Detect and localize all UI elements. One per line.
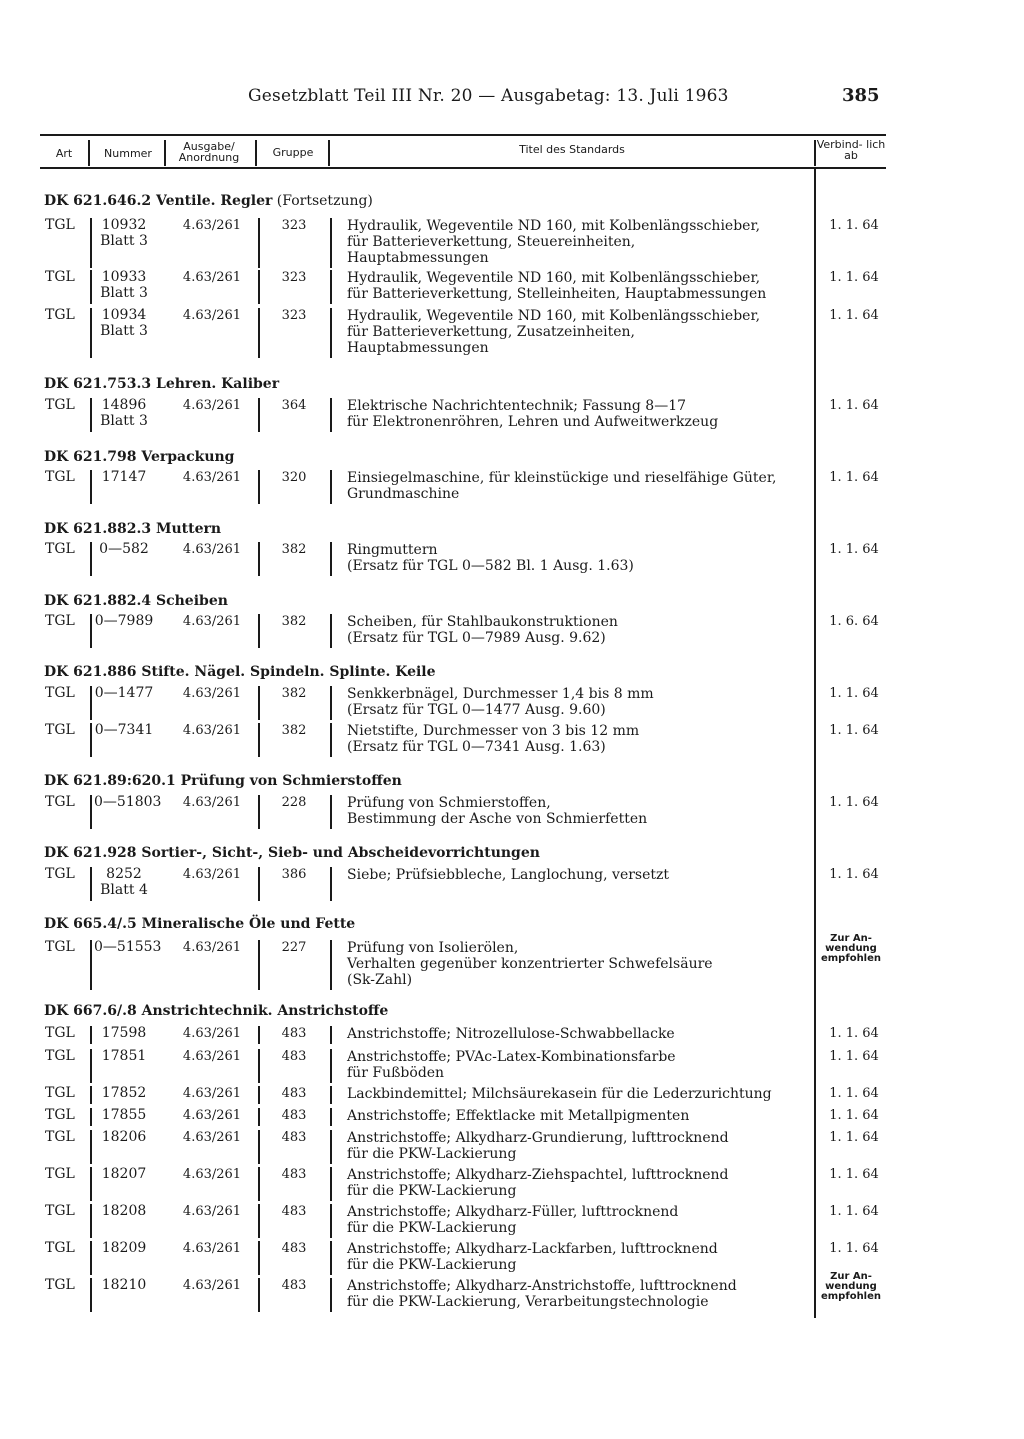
row-divider [90,270,92,304]
row-verbindlich: 1. 1. 64 [829,1241,879,1256]
table-top-rule [40,134,886,136]
row-nummer: 18210 [101,1277,147,1293]
row-divider [330,308,332,358]
row-titel [347,270,766,302]
row-titel-line: Hauptabmessungen [347,340,489,356]
row-art: TGL [45,1240,75,1256]
row-art: TGL [45,1085,75,1101]
row-nummer: 0—7341 [94,722,154,738]
row-divider [330,1278,332,1312]
row-verbindlich-note [816,1272,886,1302]
row-verbindlich-note-line: wendung [825,943,877,954]
row-ausgabe: 4.63/261 [182,1204,242,1219]
column-header-titel: Titel des Standards [519,143,625,156]
row-art: TGL [45,1203,75,1219]
row-divider [90,940,92,990]
row-nummer: 17852 [101,1085,147,1101]
row-titel-line: Prüfung von Schmierstoffen, [347,795,551,811]
row-divider [258,308,260,358]
row-gruppe: 320 [281,470,307,485]
row-art: TGL [45,1166,75,1182]
row-ausgabe: 4.63/261 [182,470,242,485]
row-gruppe: 483 [281,1086,307,1101]
row-verbindlich: 1. 1. 64 [829,723,879,738]
row-divider [90,542,92,576]
row-nummer: 17598 [101,1025,147,1041]
row-nummer: 17855 [101,1107,147,1123]
row-divider [330,940,332,990]
row-gruppe: 382 [281,686,307,701]
row-art: TGL [45,397,75,413]
row-titel-line: für Batterieverkettung, Stelleinheiten, Hauptabmessungen [347,286,767,302]
section-heading [44,773,402,789]
row-titel-line: Hydraulik, Wegeventile ND 160, mit Kolbenlängsschieber, [347,308,761,324]
column-header-gruppe: Gruppe [272,146,314,159]
row-divider [258,614,260,648]
section-heading [44,521,221,537]
row-gruppe: 483 [281,1167,307,1182]
row-gruppe: 228 [281,795,307,810]
column-header-art: Art [55,147,73,160]
row-divider [258,1204,260,1238]
section-heading [44,193,373,209]
row-divider [90,723,92,757]
section-heading-text: DK 621.753.3 Lehren. Kaliber [44,376,280,392]
row-titel-line: Nietstifte, Durchmesser von 3 bis 12 mm [347,723,640,739]
row-titel-line: Senkkerbnägel, Durchmesser 1,4 bis 8 mm [347,686,654,702]
row-titel [347,1241,718,1273]
right-column-rule [814,168,816,1318]
row-ausgabe: 4.63/261 [182,542,242,557]
row-gruppe: 483 [281,1108,307,1123]
row-verbindlich: 1. 1. 64 [829,1049,879,1064]
row-ausgabe: 4.63/261 [182,1026,242,1041]
section-heading-text: DK 621.882.3 Muttern [44,521,222,537]
row-art: TGL [45,1025,75,1041]
row-titel-line: für Batterieverkettung, Zusatzeinheiten, [347,324,635,340]
row-verbindlich: 1. 1. 64 [829,542,879,557]
column-header-verbindlich: Verbind- lich ab [816,138,886,162]
row-ausgabe: 4.63/261 [182,398,242,413]
row-titel-line: Grundmaschine [347,486,460,502]
section-heading [44,593,228,609]
section-heading [44,1003,388,1019]
row-divider [90,218,92,268]
row-gruppe: 382 [281,542,307,557]
row-titel-line: (Ersatz für TGL 0—1477 Ausg. 9.60) [347,702,606,718]
row-titel-line: Einsiegelmaschine, für kleinstückige und rieselfähige Güter, [347,470,777,486]
row-gruppe: 483 [281,1241,307,1256]
row-nummer: 10933 [101,269,147,285]
section-heading-text: DK 667.6/.8 Anstrichtechnik. Anstrichstoffe [44,1003,389,1019]
row-verbindlich: 1. 6. 64 [829,614,879,629]
column-header-ausgabe: Ausgabe/ Anordnung [178,140,240,164]
row-divider [330,795,332,829]
row-ausgabe: 4.63/261 [182,1278,242,1293]
row-divider [258,795,260,829]
row-titel [347,614,618,646]
row-blatt: Blatt 3 [100,233,148,249]
row-ausgabe: 4.63/261 [182,723,242,738]
row-nummer: 18208 [101,1203,147,1219]
row-divider [90,867,92,901]
row-verbindlich: 1. 1. 64 [829,1108,879,1123]
row-divider [258,1086,260,1104]
row-titel-line: Anstrichstoffe; Alkydharz-Anstrichstoffe, lufttrocknend [347,1278,737,1294]
row-divider [258,686,260,720]
row-ausgabe: 4.63/261 [182,940,242,955]
row-blatt: Blatt 3 [100,323,148,339]
row-verbindlich-note-line: empfohlen [820,1291,882,1302]
row-gruppe: 323 [281,218,307,233]
section-heading-text: DK 621.886 Stifte. Nägel. Spindeln. Splinte. Keile [44,664,436,680]
row-titel-line: Hauptabmessungen [347,250,489,266]
row-divider [90,1026,92,1044]
row-nummer: 8252 [106,866,142,882]
row-ausgabe: 4.63/261 [182,686,242,701]
row-titel [347,1049,676,1081]
row-art: TGL [45,1277,75,1293]
row-gruppe: 483 [281,1130,307,1145]
row-gruppe: 323 [281,270,307,285]
row-divider [330,1108,332,1126]
row-verbindlich-note-line: empfohlen [820,953,882,964]
row-titel [347,1026,675,1042]
row-ausgabe: 4.63/261 [182,1167,242,1182]
row-verbindlich: 1. 1. 64 [829,686,879,701]
row-divider [90,1108,92,1126]
row-titel [347,1204,678,1236]
row-nummer: 17147 [101,469,147,485]
row-gruppe: 483 [281,1204,307,1219]
row-divider [330,723,332,757]
column-divider [255,140,257,166]
row-art: TGL [45,613,75,629]
row-verbindlich: 1. 1. 64 [829,308,879,323]
row-divider [258,1241,260,1275]
row-divider [330,1049,332,1083]
row-divider [330,1086,332,1104]
row-titel-line: (Ersatz für TGL 0—582 Bl. 1 Ausg. 1.63) [347,558,634,574]
row-titel-line: Anstrichstoffe; Alkydharz-Grundierung, lufttrocknend [347,1130,729,1146]
row-verbindlich: 1. 1. 64 [829,1204,879,1219]
page-number: 385 [842,85,880,106]
row-titel-line: Hydraulik, Wegeventile ND 160, mit Kolbenlängsschieber, [347,218,761,234]
row-titel [347,686,654,718]
row-art: TGL [45,939,75,955]
row-divider [258,867,260,901]
section-heading-text: DK 621.928 Sortier-, Sicht-, Sieb- und Abscheidevorrichtungen [44,845,540,861]
row-divider [330,1130,332,1164]
row-divider [90,308,92,358]
row-nummer: 18209 [101,1240,147,1256]
row-ausgabe: 4.63/261 [182,218,242,233]
row-ausgabe: 4.63/261 [182,795,242,810]
row-divider [258,1026,260,1044]
row-verbindlich: 1. 1. 64 [829,1086,879,1101]
column-divider [328,140,330,166]
row-nummer: 0—51553 [94,939,162,955]
column-divider [88,140,90,166]
row-titel-line: für die PKW-Lackierung [347,1146,517,1162]
row-divider [258,542,260,576]
page-header [0,86,1024,116]
row-divider [90,1278,92,1312]
row-titel-line: Hydraulik, Wegeventile ND 160, mit Kolbenlängsschieber, [347,270,761,286]
row-titel [347,1167,729,1199]
row-divider [90,1204,92,1238]
row-art: TGL [45,1129,75,1145]
row-divider [330,470,332,504]
row-titel [347,1130,729,1162]
row-titel-line: Elektrische Nachrichtentechnik; Fassung 8—17 [347,398,687,414]
row-divider [258,1108,260,1126]
row-divider [330,1026,332,1044]
row-ausgabe: 4.63/261 [182,1130,242,1145]
row-titel [347,542,634,574]
row-verbindlich: 1. 1. 64 [829,867,879,882]
section-heading-text: DK 621.882.4 Scheiben [44,593,228,609]
row-titel-line: (Ersatz für TGL 0—7341 Ausg. 1.63) [347,739,606,755]
row-ausgabe: 4.63/261 [182,308,242,323]
row-divider [258,1278,260,1312]
row-nummer: 0—582 [99,541,149,557]
section-heading [44,449,234,465]
row-art: TGL [45,685,75,701]
row-gruppe: 386 [281,867,307,882]
row-nummer: 17851 [101,1048,147,1064]
row-verbindlich: 1. 1. 64 [829,1026,879,1041]
row-art: TGL [45,722,75,738]
row-ausgabe: 4.63/261 [182,614,242,629]
row-divider [330,270,332,304]
section-heading-text: DK 665.4/.5 Mineralische Öle und Fette [44,916,356,932]
row-nummer: 0—51803 [94,794,162,810]
row-divider [330,1204,332,1238]
row-titel [347,795,647,827]
row-gruppe: 382 [281,723,307,738]
row-divider [90,1167,92,1201]
row-titel-line: Prüfung von Isolierölen, [347,940,519,956]
section-heading [44,916,355,932]
row-titel-line: für Elektronenröhren, Lehren und Aufweitwerkzeug [347,414,719,430]
row-verbindlich: 1. 1. 64 [829,1130,879,1145]
row-art: TGL [45,794,75,810]
row-art: TGL [45,1107,75,1123]
row-verbindlich: 1. 1. 64 [829,795,879,810]
row-divider [90,1241,92,1275]
section-heading [44,376,279,392]
row-titel [347,940,713,988]
row-gruppe: 364 [281,398,307,413]
row-divider [330,867,332,901]
section-heading-text: DK 621.89:620.1 Prüfung von Schmierstoffen [44,773,402,789]
row-nummer: 14896 [101,397,147,413]
row-gruppe: 382 [281,614,307,629]
row-titel-line: Anstrichstoffe; Effektlacke mit Metallpigmenten [347,1108,690,1124]
row-titel-line: Ringmuttern [347,542,438,558]
row-titel-line: für Fußböden [347,1065,445,1081]
page-title: Gesetzblatt Teil III Nr. 20 — Ausgabetag: 13. Juli 1963 [248,86,729,106]
row-titel-line: (Sk-Zahl) [347,972,413,988]
row-divider [330,1167,332,1201]
row-divider [258,398,260,432]
row-verbindlich: 1. 1. 64 [829,398,879,413]
row-divider [258,1130,260,1164]
row-nummer: 18207 [101,1166,147,1182]
row-titel-line: Siebe; Prüfsiebbleche, Langlochung, versetzt [347,867,670,883]
row-divider [330,218,332,268]
row-nummer: 0—7989 [94,613,154,629]
row-verbindlich: 1. 1. 64 [829,218,879,233]
row-ausgabe: 4.63/261 [182,1108,242,1123]
section-heading [44,845,540,861]
row-ausgabe: 4.63/261 [182,1086,242,1101]
row-gruppe: 483 [281,1049,307,1064]
row-titel-line: für die PKW-Lackierung [347,1220,517,1236]
row-divider [258,723,260,757]
row-verbindlich: 1. 1. 64 [829,270,879,285]
row-divider [330,542,332,576]
row-titel-line: für die PKW-Lackierung [347,1257,517,1273]
row-divider [258,1049,260,1083]
column-header-nummer: Nummer [104,147,152,160]
row-divider [90,1130,92,1164]
section-heading [44,664,436,680]
row-titel-line: Lackbindemittel; Milchsäurekasein für die Lederzurichtung [347,1086,772,1102]
row-divider [330,1241,332,1275]
row-verbindlich: 1. 1. 64 [829,1167,879,1182]
row-divider [90,686,92,720]
row-titel-line: für die PKW-Lackierung [347,1183,517,1199]
row-titel-line: Anstrichstoffe; Alkydharz-Füller, lufttrocknend [347,1204,679,1220]
row-divider [258,940,260,990]
section-heading-text: DK 621.646.2 Ventile. Regler [44,193,273,209]
row-ausgabe: 4.63/261 [182,1049,242,1064]
row-divider [330,614,332,648]
row-blatt: Blatt 3 [100,413,148,429]
row-verbindlich: 1. 1. 64 [829,470,879,485]
row-titel [347,1086,772,1102]
row-titel-line: für die PKW-Lackierung, Verarbeitungstechnologie [347,1294,709,1310]
row-divider [330,686,332,720]
row-art: TGL [45,217,75,233]
row-gruppe: 483 [281,1278,307,1293]
row-blatt: Blatt 4 [100,882,148,898]
row-nummer: 0—1477 [94,685,154,701]
row-titel-line: Verhalten gegenüber konzentrierter Schwefelsäure [347,956,713,972]
row-divider [258,470,260,504]
row-nummer: 18206 [101,1129,147,1145]
row-titel-line: Anstrichstoffe; Alkydharz-Lackfarben, lufttrocknend [347,1241,718,1257]
row-divider [90,398,92,432]
row-art: TGL [45,541,75,557]
row-art: TGL [45,269,75,285]
row-titel-line: (Ersatz für TGL 0—7989 Ausg. 9.62) [347,630,606,646]
row-titel [347,867,669,883]
row-titel-line: Scheiben, für Stahlbaukonstruktionen [347,614,618,630]
row-ausgabe: 4.63/261 [182,867,242,882]
row-divider [258,1167,260,1201]
row-divider [90,614,92,648]
row-gruppe: 483 [281,1026,307,1041]
section-heading-suffix: (Fortsetzung) [272,193,373,209]
row-divider [90,1049,92,1083]
row-titel-line: Bestimmung der Asche von Schmierfetten [347,811,648,827]
row-titel-line: Anstrichstoffe; Nitrozellulose-Schwabbellacke [347,1026,675,1042]
row-titel [347,218,760,266]
row-art: TGL [45,307,75,323]
row-titel [347,470,776,502]
row-divider [90,795,92,829]
row-titel [347,723,639,755]
row-art: TGL [45,469,75,485]
row-titel [347,1108,689,1124]
section-heading-text: DK 621.798 Verpackung [44,449,235,465]
row-titel [347,308,760,356]
row-gruppe: 323 [281,308,307,323]
row-verbindlich-note [816,934,886,964]
row-art: TGL [45,1048,75,1064]
row-verbindlich-note-line: Zur An- [830,1271,872,1282]
row-verbindlich-note-line: wendung [825,1281,877,1292]
row-verbindlich-note-line: Zur An- [830,933,872,944]
row-blatt: Blatt 3 [100,285,148,301]
row-titel-line: Anstrichstoffe; Alkydharz-Ziehspachtel, lufttrocknend [347,1167,729,1183]
row-art: TGL [45,866,75,882]
row-ausgabe: 4.63/261 [182,1241,242,1256]
row-titel-line: Anstrichstoffe; PVAc-Latex-Kombinationsfarbe [347,1049,676,1065]
row-gruppe: 227 [281,940,307,955]
row-divider [90,1086,92,1104]
row-titel-line: für Batterieverkettung, Steuereinheiten, [347,234,636,250]
row-nummer: 10934 [101,307,147,323]
row-divider [258,270,260,304]
row-ausgabe: 4.63/261 [182,270,242,285]
row-divider [330,398,332,432]
row-titel [347,398,718,430]
row-divider [258,218,260,268]
row-titel [347,1278,737,1310]
table-header-rule [40,167,886,169]
row-nummer: 10932 [101,217,147,233]
row-divider [90,470,92,504]
